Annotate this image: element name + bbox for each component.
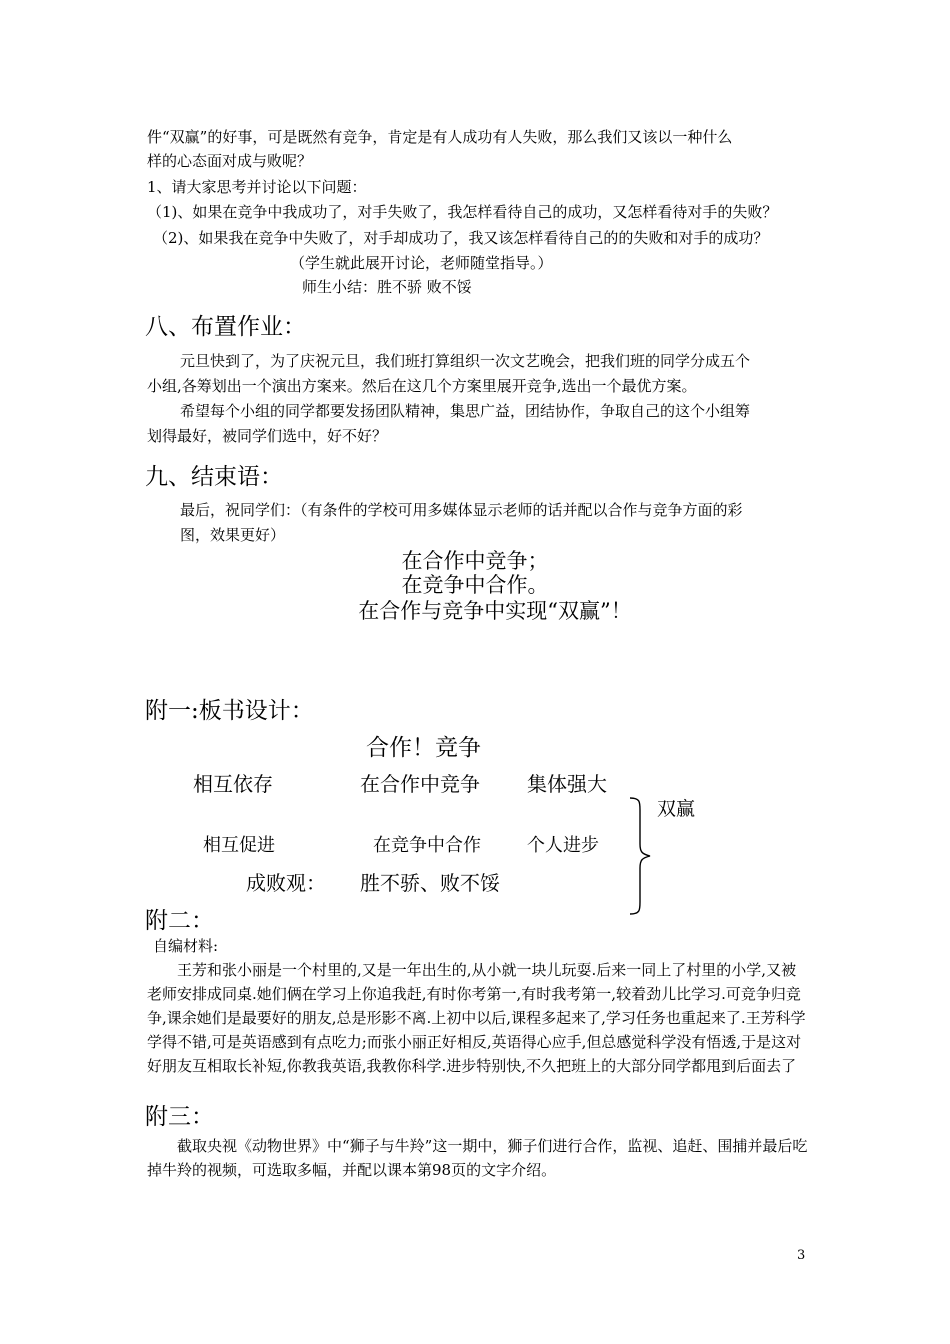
- board-r1-c1: 相互依存: [193, 772, 273, 796]
- board-r3-value: 胜不骄、败不馁: [360, 871, 500, 895]
- board-r1-c2: 在合作中竞争: [360, 772, 480, 796]
- board-r2-c2: 在竞争中合作: [373, 835, 481, 856]
- section-9-line-2: 图，效果更好）: [180, 526, 286, 544]
- section-8-p1-line-1: 元旦快到了，为了庆祝元旦，我们班打算组织一次文艺晚会，把我们班的同学分成五个: [180, 352, 751, 370]
- board-r1-c3: 集体强大: [527, 772, 607, 796]
- board-r3-label: 成败观：: [246, 871, 326, 895]
- right-brace-icon: [626, 796, 656, 916]
- page-number: 3: [797, 1248, 806, 1263]
- section-9-line-1: 最后，祝同学们：（有条件的学校可用多媒体显示老师的话并配以合作与竞争方面的彩: [180, 501, 743, 519]
- brace-label: 双赢: [657, 798, 696, 820]
- appendix-2-heading: 附二：: [145, 908, 214, 934]
- question-1: （1)、如果在竞争中我成功了，对手失败了，我怎样看待自己的成功，又怎样看待对手的失败？: [147, 203, 778, 221]
- appendix-2-body: 王芳和张小丽是一个村里的,又是一年出生的,从小就一块儿玩耍.后来一同上了村里的小学,又被老师安排成同桌.她们俩在学习上你追我赶,有时你考第一,有时我考第一,较着劲儿比学习.可竞争归竞争,课余她们是最要好的朋友,总是形影不离.上初中以后,课程多起来了,学习任务也重起来了.王芳科学学得不错,可是英语感到有点吃力;而张小丽正好相反,英语得心应手,但总感觉科学没有悟透,于是这对好朋友互相取长补短,你教我英语,我教你科学.进步特别快,不久把班上的大部分同学都甩到后面去了: [147, 961, 806, 1075]
- board-r2-c3: 个人进步: [527, 835, 599, 856]
- question-title: 1、请大家思考并讨论以下问题：: [147, 178, 367, 196]
- section-9-heading: 九、结束语：: [145, 464, 283, 490]
- board-r2-c1: 相互促进: [203, 835, 275, 856]
- appendix-3-heading: 附三：: [145, 1104, 214, 1130]
- appendix-1-heading: 附一:板书设计：: [145, 698, 314, 724]
- intro-line-1: 件“双赢”的好事，可是既然有竞争，肯定是有人成功有人失败，那么我们又该以一种什么: [147, 128, 733, 146]
- question-2: （2)、如果我在竞争中失败了，对手却成功了，我又该怎样看待自己的的失败和对手的成功？: [153, 229, 769, 247]
- section-8-heading: 八、布置作业：: [145, 314, 306, 340]
- section-8-p2-line-2: 划得最好，被同学们选中，好不好？: [147, 427, 388, 445]
- board-title: 合作！竞争: [366, 735, 481, 761]
- discussion-note: （学生就此展开讨论，老师随堂指导。）: [290, 254, 553, 272]
- section-8-p1-line-2: 小组,各筹划出一个演出方案来。然后在这几个方案里展开竞争,选出一个最优方案。: [147, 377, 697, 395]
- summary-line: 师生小结：胜不骄 败不馁: [302, 278, 472, 296]
- slogan-line-1: 在合作中竞争；: [401, 549, 549, 573]
- section-8-p2-line-1: 希望每个小组的同学都要发扬团队精神，集思广益，团结协作，争取自己的这个小组筹: [180, 402, 751, 420]
- slogan-line-2: 在竞争中合作。: [401, 573, 549, 597]
- appendix-2-subtitle: 自编材料:: [153, 937, 219, 955]
- intro-line-2: 样的心态面对成与败呢？: [147, 152, 313, 170]
- slogan-line-3: 在合作与竞争中实现“双赢”！: [358, 599, 632, 623]
- appendix-3-body: 截取央视《动物世界》中“狮子与牛羚”这一期中，狮子们进行合作，监视、追赶、围捕并最后吃掉牛羚的视频，可选取多幅，并配以课本第98页的文字介绍。: [147, 1137, 808, 1179]
